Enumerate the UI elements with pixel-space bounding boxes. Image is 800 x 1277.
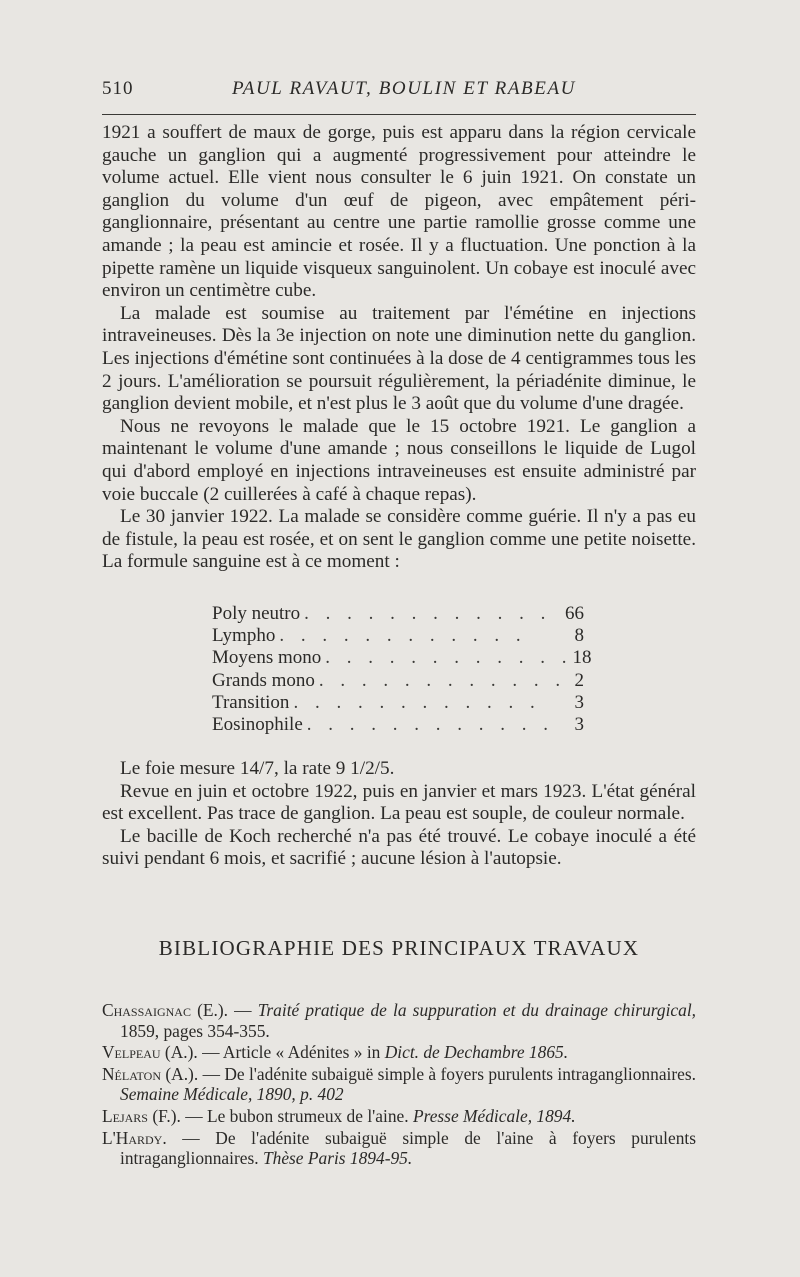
cell-value: 18: [572, 647, 592, 669]
entry-separator: —: [198, 1063, 225, 1084]
entry-work: Thèse Paris 1894-95.: [262, 1148, 413, 1169]
entry-author: Lejars (F.).: [102, 1105, 181, 1126]
entry-separator: —: [197, 1042, 223, 1063]
entry-separator: —: [166, 1127, 216, 1148]
paragraph: Nous ne revoyons le malade que le 15 octobre 1921. Le ganglion a maintenant le volume d'une amande ; nous conseillons le liquide de Lugol qui d'abord employé en injections intraveineuses est ensuite administré par voie buccale (2 cuillerées à café à chaque repas).: [102, 415, 696, 505]
leader-dots: . . . . . . . . . . . .: [293, 691, 541, 713]
paragraph: Le 30 janvier 1922. La malade se considère comme guérie. Il n'y a pas eu de fistule, la peau est rosée, et on sent le ganglion comme une petite noisette. La formule sanguine est à ce moment :: [102, 506, 696, 573]
entry-separator: —: [180, 1105, 207, 1126]
entry-title: De l'adénite subaiguë simple à foyers purulents intraganglionnaires.: [224, 1063, 697, 1084]
case-text: [102, 122, 696, 574]
cell-label: Poly neutro: [212, 603, 301, 624]
entry-author: Velpeau (A.).: [102, 1042, 198, 1063]
entry-details: 1859, pages 354-355.: [120, 1020, 270, 1041]
entry-title: De l'adénite subaiguë simple de l'aine à foyers purulents intraganglionnaires.: [120, 1127, 697, 1169]
entry-separator: —: [228, 1000, 258, 1020]
entry-author: Nélaton (A.).: [102, 1063, 199, 1084]
cell-label: Transition: [212, 691, 290, 713]
cell-label: Eosinophile: [212, 714, 303, 736]
entry-author: L'Hardy.: [102, 1127, 167, 1148]
cell-value: 8: [574, 625, 584, 647]
running-head: PAUL RAVAUT, BOULIN ET RABEAU: [232, 78, 576, 99]
cell-label: Lympho: [212, 625, 276, 647]
bibliography-entry: [102, 1000, 696, 1041]
cell-label: Grands mono: [212, 669, 315, 691]
entry-title: Le bubon strumeux de l'aine.: [206, 1105, 413, 1126]
entry-work: Semaine Médicale, 1890, p. 402: [120, 1084, 344, 1105]
cell-value: 3: [574, 714, 584, 736]
table-row: [212, 670, 584, 692]
bibliography-entry: [102, 1064, 696, 1105]
table-row: [212, 692, 584, 714]
table-row: [212, 714, 584, 736]
bibliography-list: [102, 1000, 696, 1170]
cell-label: Moyens mono: [212, 647, 322, 669]
leader-dots: . . . . . . . . . . . .: [304, 603, 552, 624]
leader-dots: . . . . . . . . . . . .: [325, 647, 573, 669]
bibliography-entry: [102, 1106, 696, 1127]
leader-dots: . . . . . . . . . . . .: [306, 714, 555, 736]
bibliography-title: BIBLIOGRAPHIE DES PRINCIPAUX TRAVAUX: [158, 936, 640, 960]
paragraph: Revue en juin et octobre 1922, puis en janvier et mars 1923. L'état général est excellent. Pas trace de ganglion. La peau est souple, de couleur normale.: [102, 780, 696, 825]
table-row: [212, 603, 584, 625]
page-header: [102, 76, 696, 104]
cell-value: 3: [574, 691, 584, 713]
bibliography-entry: [102, 1128, 696, 1169]
entry-work: Traité pratique de la suppuration et du drainage chirurgical,: [257, 1000, 697, 1020]
paragraph: 1921 a souffert de maux de gorge, puis est apparu dans la région cervicale gauche un ganglion qui a augmenté progressivement pour atteindre le volume actuel. Elle vient nous consulter le 6 juin 1921. On constate un ganglion du volume d'un œuf de pigeon, avec empâtement péri-ganglionnaire, présentant au centre une partie ramollie grosse comme une amande ; la peau est amincie et rosée. Il y a fluctuation. Une ponction à la pipette ramène un liquide visqueux sanguinolent. Un cobaye est inoculé avec environ un centimètre cube.: [102, 122, 696, 302]
bibliography-entry: [102, 1042, 696, 1063]
header-rule: [102, 114, 696, 115]
entry-author: Chassaignac (E.).: [102, 1000, 228, 1020]
leader-dots: . . . . . . . . . . . .: [318, 669, 567, 691]
page-number: 510: [102, 78, 134, 99]
paragraph: Le bacille de Koch recherché n'a pas été trouvé. Le cobaye inoculé a été suivi pendant 6 mois, et sacrifié ; aucune lésion à l'autopsie.: [102, 825, 696, 870]
entry-work: Presse Médicale, 1894.: [412, 1105, 576, 1126]
paragraph: La malade est soumise au traitement par l'émétine en injections intraveineuses. Dès la 3e injection on note une diminution nette du ganglion. Les injections d'émétine sont continuées à la dose de 4 centigrammes tous les 2 jours. L'amélioration se poursuit régulièrement, la périadénite diminue, le ganglion devient mobile, et n'est plus le 3 août que du volume d'une dragée.: [102, 302, 696, 415]
entry-title: Article « Adénites » in: [222, 1042, 385, 1063]
table-row: [212, 647, 592, 669]
leader-dots: . . . . . . . . . . . .: [279, 625, 527, 647]
cell-value: 66: [565, 603, 584, 624]
blood-formula-table: [212, 603, 592, 736]
cell-value: 2: [574, 669, 584, 691]
paragraph: Le foie mesure 14/7, la rate 9 1/2/5.: [120, 758, 395, 779]
entry-work: Dict. de Dechambre 1865.: [384, 1042, 569, 1063]
table-row: [212, 625, 584, 647]
follow-up-text: [102, 758, 696, 871]
